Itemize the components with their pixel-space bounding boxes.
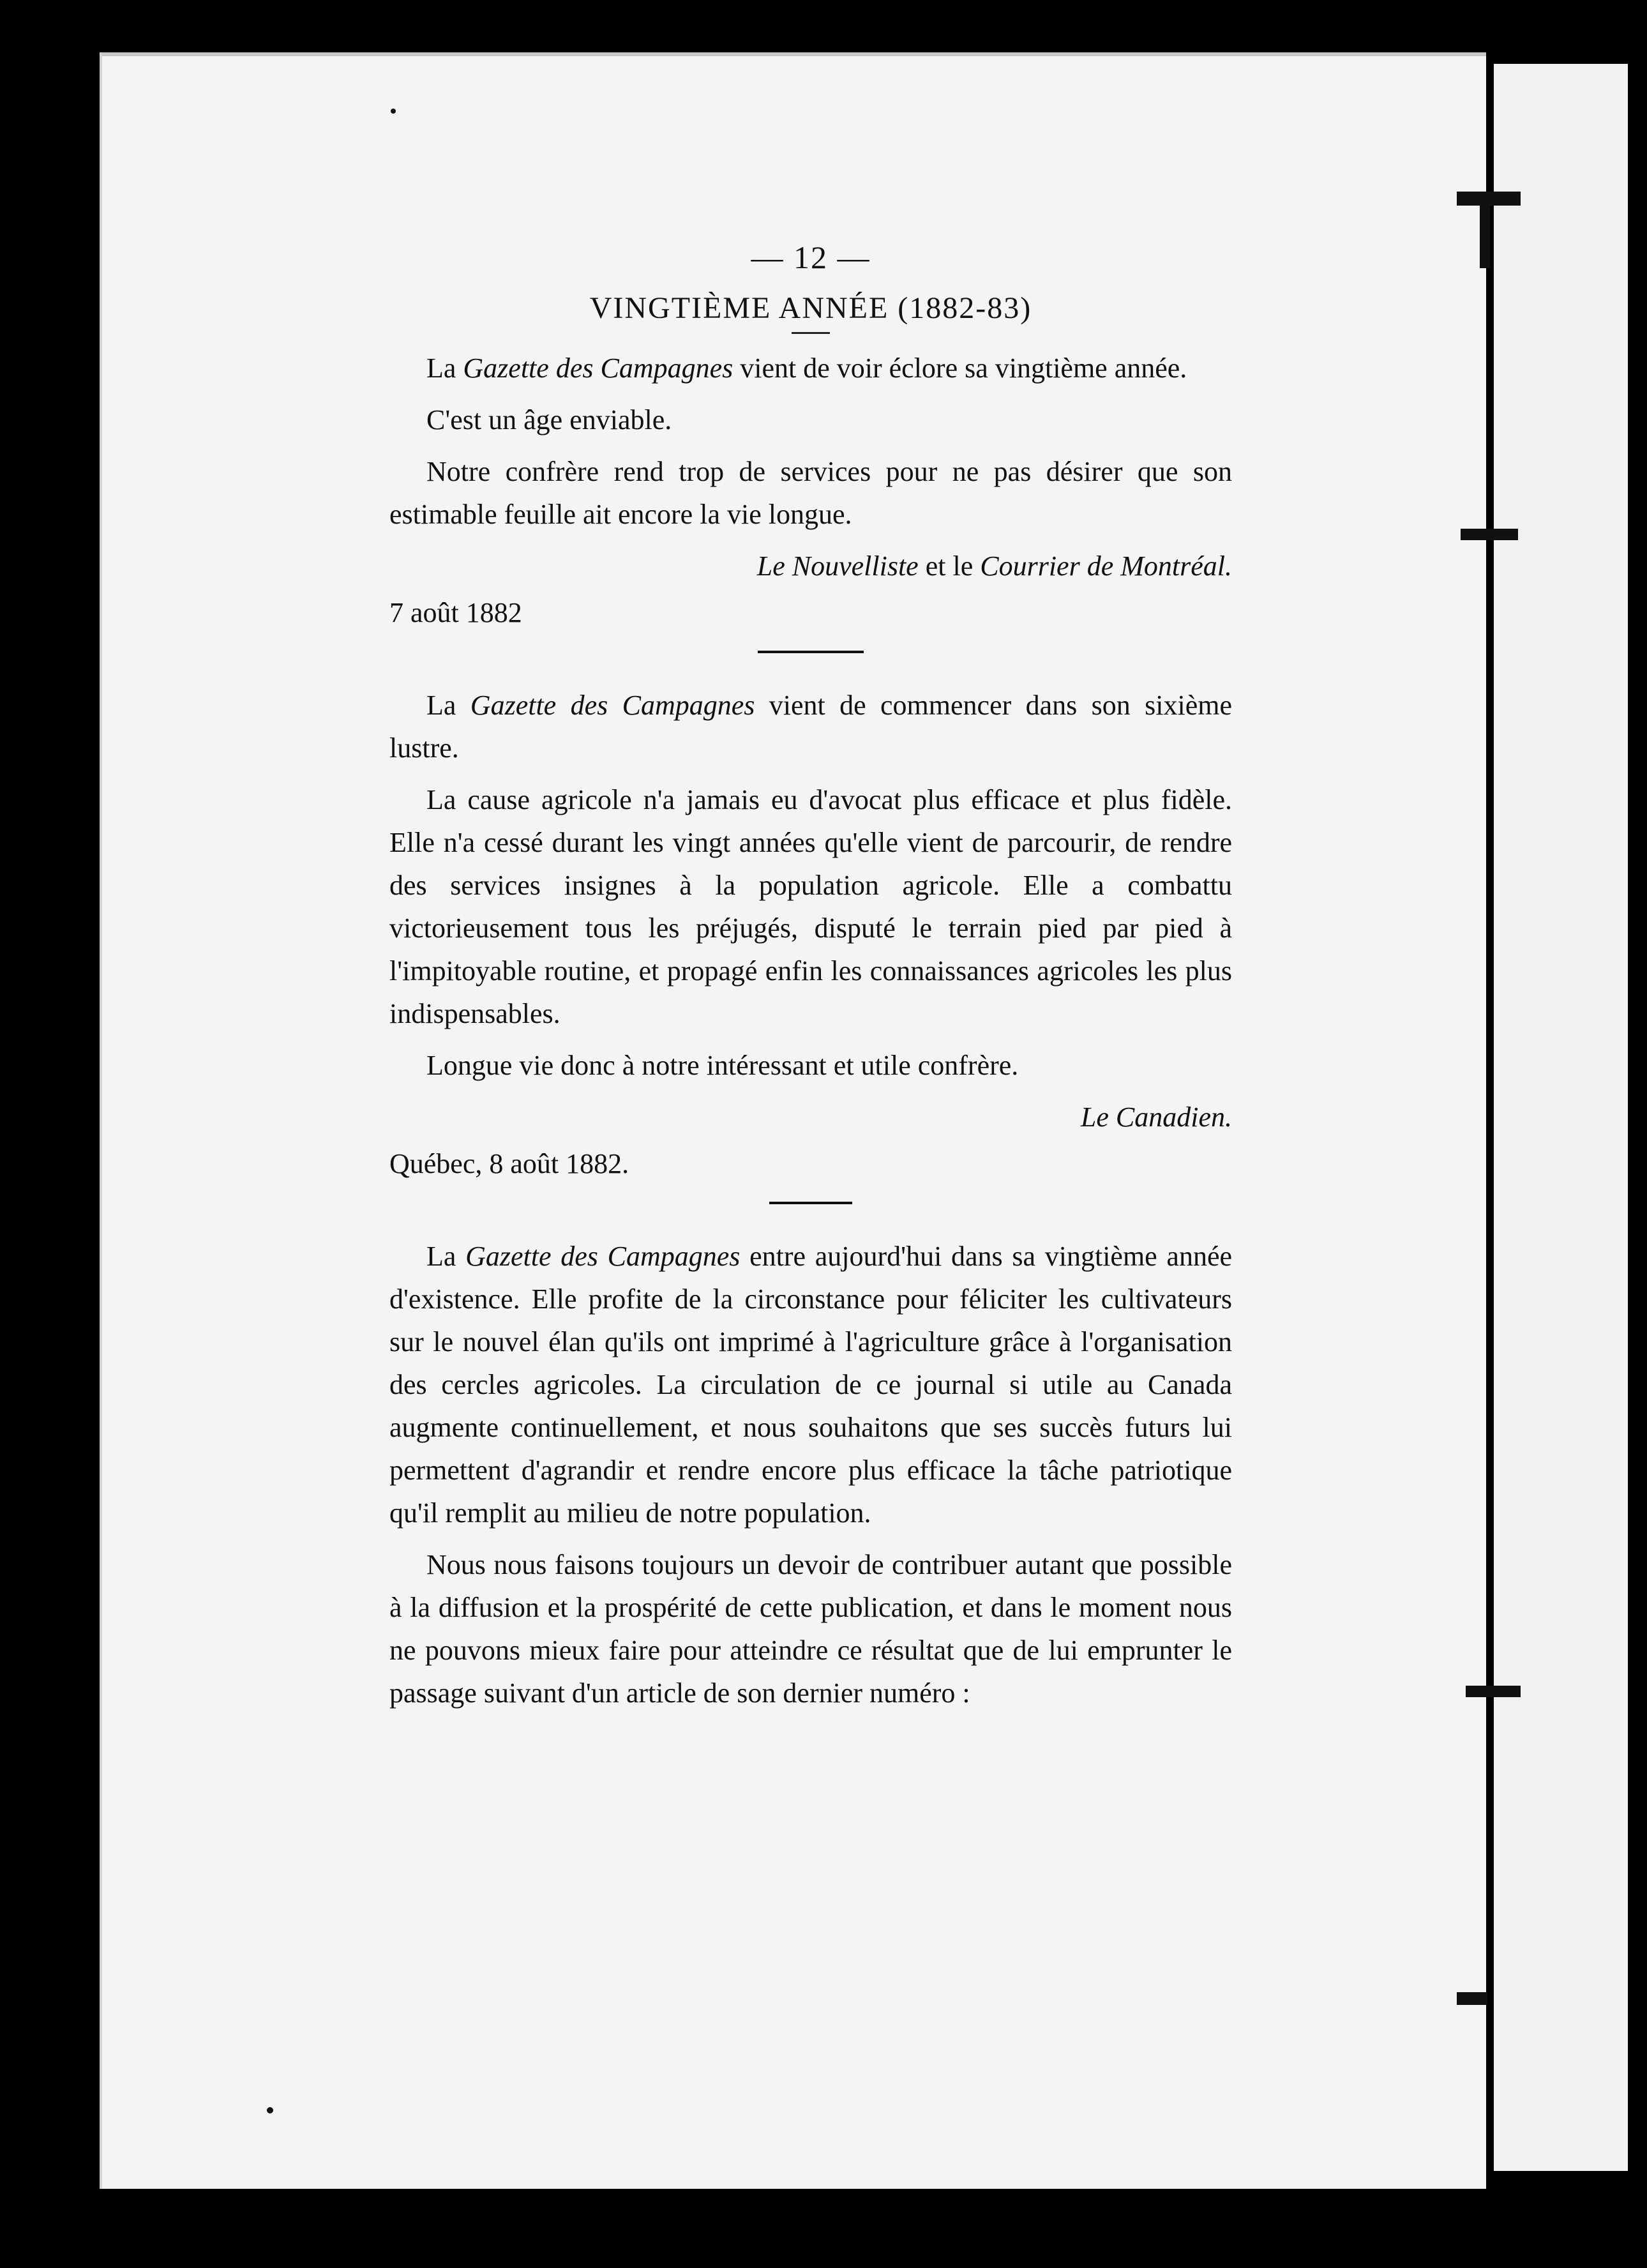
separator-rule [769, 1202, 852, 1204]
dateline: Québec, 8 août 1882. [389, 1148, 629, 1179]
italic-title: Gazette des Campagnes [470, 690, 755, 721]
page-number: — 12 — [751, 239, 871, 275]
speck [391, 109, 396, 114]
page-content [389, 236, 1232, 1723]
paragraph: Longue vie donc à notre intéressant et utile confrère. [426, 1050, 1019, 1081]
separator-rule [758, 651, 864, 653]
paragraph: La cause agricole n'a jamais eu d'avocat plus efficace et plus fidèle. Elle n'a cessé durant les vingt années qu'elle vient de parcourir, de rendre des services insignes à la population agricole. Elle a combattu victorieusement tous les préjugés, disputé le terrain pied par pied à l'impitoyable routine, et propagé enfin les connaissances agricoles les plus indispensables. [389, 784, 1232, 1029]
italic-title: Gazette des Campagnes [463, 352, 733, 384]
binding-mark [1466, 1686, 1521, 1697]
binding-mark [1461, 529, 1518, 540]
speck [267, 2107, 273, 2113]
signature: Le Nouvelliste et le Courrier de Montréal. [756, 550, 1232, 582]
signature: Le Canadien. [1080, 1101, 1232, 1133]
facing-page-edge [1494, 64, 1628, 2171]
dateline: 7 août 1882 [389, 597, 522, 628]
italic-title: Gazette des Campagnes [465, 1241, 741, 1272]
section-heading: VINGTIÈME ANNÉE (1882-83) [589, 291, 1032, 325]
paragraph: Nous nous faisons toujours un devoir de contribuer autant que possible à la diffusion et la prospérité de cette publication, et dans le moment nous ne pouvons mieux faire pour atteindre ce résultat que de lui emprunter le passage suivant d'un article de son dernier numéro : [389, 1549, 1232, 1709]
paragraph: La Gazette des Campagnes vient de commencer dans son sixième lustre. [389, 690, 1233, 764]
paragraph: Notre confrère rend trop de services pour ne pas désirer que son estimable feuille ait encore la vie longue. [389, 456, 1232, 530]
paragraph: C'est un âge enviable. [426, 404, 672, 435]
binding-mark [1457, 1992, 1487, 2005]
paragraph: La Gazette des Campagnes vient de voir éclore sa vingtième année. [426, 352, 1187, 384]
heading-underline [792, 332, 830, 334]
binding-mark [1480, 192, 1490, 268]
paragraph: La Gazette des Campagnes entre aujourd'hui dans sa vingtième année d'existence. Elle profite de la circonstance pour féliciter les cultivateurs sur le nouvel élan qu'ils ont imprimé à l'agriculture grâce à l'organisation des cercles agricoles. La circulation de ce journal si utile au Canada augmente continuellement, et nous souhaitons que ses succès futurs lui permettent d'agrandir et rendre encore plus efficace la tâche patriotique qu'il remplit au milieu de notre population. [389, 1241, 1233, 1529]
